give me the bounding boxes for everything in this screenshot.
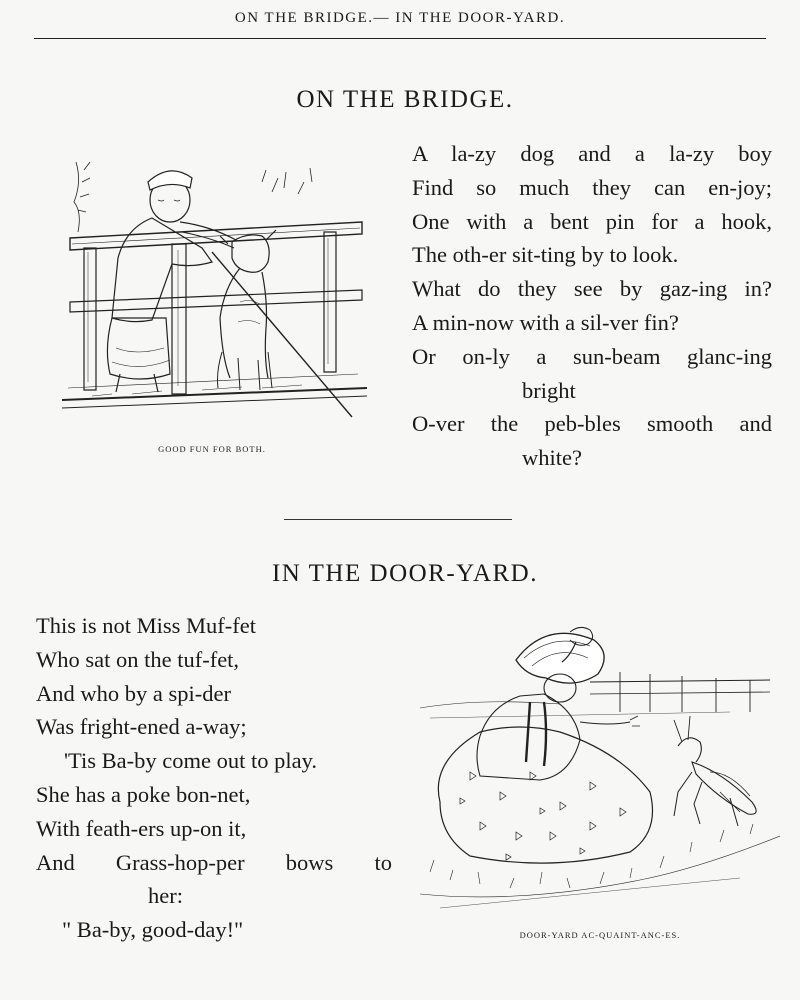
- poem-line: A la-zy dog and a la-zy boy: [412, 141, 772, 166]
- poem-line: And who by a spi-der: [36, 680, 231, 706]
- poem-line: bright: [522, 377, 576, 403]
- illustration-caption-good-fun: GOOD FUN FOR BOTH.: [158, 444, 266, 454]
- boy-and-dog-on-bridge-illustration: [62, 152, 367, 427]
- poem-line: " Ba-by, good-day!": [62, 917, 244, 943]
- poem-line: She has a poke bon-net,: [36, 781, 251, 807]
- section-title-in-the-door-yard: IN THE DOOR-YARD.: [271, 560, 538, 587]
- poem-line: What do they see by gaz-ing in?: [412, 276, 772, 302]
- poem-line: With feath-ers up-on it,: [36, 815, 247, 841]
- poem-line: Find so much they can en-joy;: [412, 174, 772, 200]
- poem-line: The oth-er sit-ting by to look.: [412, 242, 679, 268]
- section-title-on-the-bridge: ON THE BRIDGE.: [296, 86, 514, 113]
- poem-line: O-ver the peb-bles smooth and: [412, 411, 772, 437]
- poem-line: Was fright-ened a-way;: [36, 714, 247, 740]
- poem-line: white?: [522, 445, 582, 471]
- poem-line: One with a bent pin for a hook,: [412, 208, 772, 234]
- poem-on-the-bridge: [412, 137, 772, 475]
- poem-line: Who sat on the tuf-fet,: [36, 646, 240, 672]
- poem-line: This is not Miss Muf-fet: [36, 613, 257, 638]
- poem-line: And Grass-hop-per bows to: [36, 849, 392, 875]
- poem-line: her:: [148, 883, 183, 909]
- poem-line: A min-now with a sil-ver fin?: [412, 309, 679, 335]
- illustration-caption-door-yard: DOOR-YARD AC-QUAINT-ANC-ES.: [519, 930, 681, 940]
- poem-line: Or on-ly a sun-beam glanc-ing: [412, 343, 772, 369]
- baby-and-grasshopper-illustration: [420, 622, 780, 924]
- running-head: ON THE BRIDGE.— IN THE DOOR-YARD.: [234, 10, 566, 26]
- header-rule: [34, 38, 766, 39]
- section-divider: [284, 519, 512, 520]
- poem-line: 'Tis Ba-by come out to play.: [64, 748, 318, 774]
- poem-in-the-door-yard: [36, 609, 406, 947]
